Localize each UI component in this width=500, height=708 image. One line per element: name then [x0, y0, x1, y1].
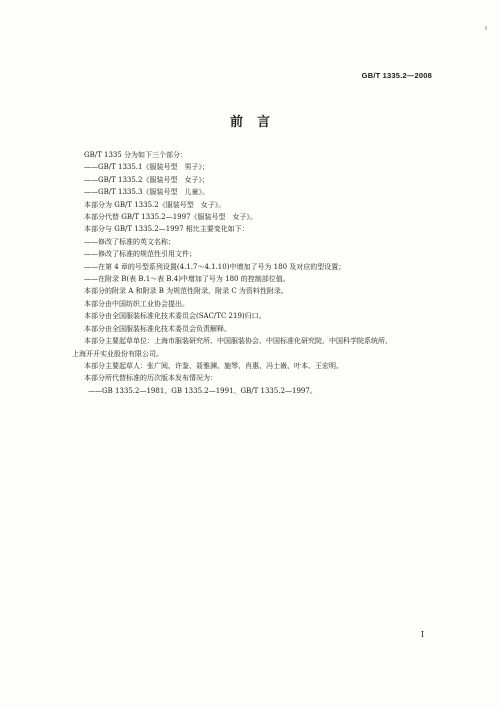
- text-line: 本部分所代替标准的历次版本发布情况为：: [84, 374, 217, 383]
- text-line: ——修改了标准的规范性引用文件；: [84, 250, 196, 259]
- text-line: ——GB/T 1335.1《服装号型 男子》；: [84, 163, 209, 172]
- text-line: 本部分代替 GB/T 1335.2—1997《服装号型 女子》。: [84, 213, 258, 222]
- text-line: 本部分主要起草单位：上海市服装研究所、中国服装协会、中国标准化研究院、中国科学院系统所、: [84, 337, 392, 346]
- text-line: 本部分与 GB/T 1335.2—1997 相比主要变化如下：: [84, 225, 249, 234]
- text-line: 本部分主要起草人：张广阅、许鉴、聂雅渊、施琴、肖惠、冯士嶶、叶本、王宏明。: [84, 361, 343, 370]
- standard-code: GB/T 1335.2—2008: [361, 71, 432, 80]
- text-line: ——GB/T 1335.2《服装号型 女子》；: [84, 175, 209, 184]
- scan-mark: [485, 26, 487, 30]
- text-line: 本部分由中国纺织工业协会提出。: [84, 299, 189, 308]
- text-line: 本部分由全国服装标准化技术委员会(SAC/TC 219)归口。: [84, 312, 266, 321]
- text-line: 本部分由全国服装标准化技术委员会负责解释。: [84, 324, 231, 333]
- text-line: ——GB 1335.2—1981、GB 1335.2—1991、GB/T 1335.2—1997。: [88, 386, 317, 395]
- text-line: 本部分的附录 A 和附录 B 为规范性附录，附录 C 为资料性附录。: [84, 287, 288, 296]
- text-line: ——在附录 B(表 B.1～表 B.4)中增加了号为 180 的控制部位值。: [84, 275, 290, 284]
- text-line: 本部分为 GB/T 1335.2《服装号型 女子》。: [84, 200, 226, 209]
- page-title: 前言: [229, 115, 284, 130]
- text-line: GB/T 1335 分为如下三个部分：: [84, 151, 188, 159]
- text-line: ——在第 4 章的号型系列设置(4.1.7～4.1.10)中增加了号为 180 及对应的型设置；: [84, 262, 346, 271]
- text-line: 上海开开实业股份有限公司。: [72, 349, 163, 358]
- text-line: ——修改了标准的英文名称；: [84, 237, 175, 246]
- foreword-body: [72, 149, 432, 397]
- text-line: ——GB/T 1335.3《服装号型 儿童》。: [84, 188, 209, 197]
- page-number: I: [420, 630, 424, 639]
